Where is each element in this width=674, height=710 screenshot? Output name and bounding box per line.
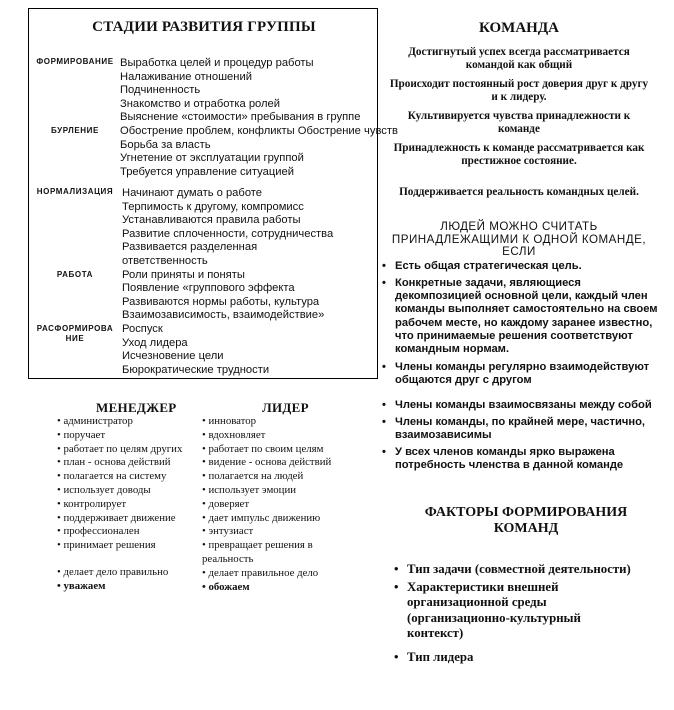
criteria-text: Есть общая стратегическая цель. <box>395 260 582 272</box>
leader-item: • превращает решения в реальность <box>202 539 313 565</box>
criteria-text: Члены команды взаимосвязаны между собой <box>395 399 652 411</box>
factor-text: Тип лидера <box>407 650 474 664</box>
leader-item: • инноватор <box>202 415 257 427</box>
factor-text: Характеристики внешней организационной среды (организационно-культурный контекст) <box>407 580 581 641</box>
stages-list-1 <box>120 57 398 179</box>
stage-line: Угнетение от эксплуатации группой <box>120 152 304 165</box>
team-paragraph: Достигнутый успех всегда рассматривается командой как общий <box>408 46 630 71</box>
criteria-item <box>382 399 658 412</box>
bullet-icon: • <box>382 277 386 289</box>
stage-line: Взаимозависимость, взаимодействие» <box>122 309 325 322</box>
criteria-item <box>382 416 658 442</box>
stages-list-2 <box>122 187 333 377</box>
stage-line: ответственность <box>122 254 208 267</box>
manager-item: • профессионален <box>57 525 140 538</box>
manager-title: МЕНЕДЖЕР <box>96 400 177 415</box>
manager-item: • использует доводы <box>57 483 151 496</box>
manager-item: • полагается на систему <box>57 470 167 483</box>
stage-line: Выработка целей и процедур работы <box>120 57 314 69</box>
criteria-text: У всех членов команды ярко выражена потребность членства в данной команде <box>395 446 624 472</box>
manager-item: • работает по целям других <box>57 442 183 455</box>
manager-item: • контролирует <box>57 497 127 510</box>
manager-list <box>57 415 182 594</box>
stage-line: Налаживание отношений <box>120 70 252 83</box>
stage-line: Уход лидера <box>122 336 188 349</box>
team-paragraph: Культивируется чувства принадлежности к команде <box>407 110 631 135</box>
bullet-icon: • <box>382 446 386 458</box>
team-title: КОМАНДА <box>479 20 559 36</box>
stage-label-storming: БУРЛЕНИЕ <box>51 126 99 135</box>
criteria-item <box>382 446 658 472</box>
stage-label-adjourning: РАСФОРМИРОВА НИЕ <box>36 324 114 343</box>
stage-line: Исчезновение цели <box>122 350 224 363</box>
factor-item <box>394 580 604 642</box>
team-paragraph: Поддерживается реальность командных целей. <box>399 186 639 198</box>
leader-item: • полагается на людей <box>202 470 304 483</box>
stage-line: Требуется управление ситуацией <box>120 165 294 178</box>
stage-line: Развивается разделенная <box>122 241 258 254</box>
bullet-icon: • <box>394 580 399 594</box>
manager-item: • план - основа действий <box>57 456 171 469</box>
stage-line: Роли приняты и поняты <box>122 268 245 281</box>
criteria-item <box>382 277 658 356</box>
criteria-text: Члены команды, по крайней мере, частично, взаимозависимы <box>395 416 646 442</box>
stage-line: Выяснение «стоимости» пребывания в группе <box>120 111 361 124</box>
factor-item <box>394 562 654 577</box>
leader-item: • работает по своим целям <box>202 442 324 455</box>
factor-item <box>394 650 654 665</box>
criteria-title: ЛЮДЕЙ МОЖНО СЧИТАТЬ ПРИНАДЛЕЖАЩИМИ К ОДНОЙ КОМАНДЕ, ЕСЛИ <box>391 220 647 259</box>
stage-line: Обострение проблем, конфликты Обострение чувств <box>120 124 398 137</box>
manager-item: • поручает <box>57 428 106 441</box>
leader-item: • дает импульс движению <box>202 511 321 524</box>
stage-line: Бюрократические трудности <box>122 363 270 376</box>
stage-line: Появление «группового эффекта <box>122 282 295 295</box>
stage-label-forming: ФОРМИРОВАНИЕ <box>36 57 114 66</box>
criteria-text: Члены команды регулярно взаимодействуют общаются друг с другом <box>395 361 650 387</box>
leader-item: • вдохновляет <box>202 428 266 441</box>
team-paragraph: Принадлежность к команде рассматривается как престижное состояние. <box>393 142 645 167</box>
leader-title: ЛИДЕР <box>262 400 309 415</box>
stage-line: Подчиненность <box>120 84 201 97</box>
criteria-item <box>382 361 658 387</box>
stage-label-performing: РАБОТА <box>56 270 94 279</box>
stage-label-norming: НОРМАЛИЗАЦИЯ <box>36 187 114 196</box>
criteria-text: Конкретные задачи, являющиеся декомпозицией основной цели, каждый член команды выполняет самостоятельно на своем рабочем месте, но каждому заранее известно, что принимаемые решения соответствуют командным нормам. <box>395 277 658 356</box>
manager-item: • делает дело правильно <box>57 565 169 578</box>
bullet-icon: • <box>382 361 386 373</box>
factors-title: ФАКТОРЫ ФОРМИРОВАНИЯ КОМАНД <box>424 505 628 536</box>
leader-item: • энтузиаст <box>202 525 254 538</box>
factor-text: Тип задачи (совместной деятельности) <box>407 562 631 576</box>
bullet-icon: • <box>382 416 386 428</box>
stage-line: Терпимость к другому, компромисс <box>122 200 304 213</box>
stage-line: Знакомство и отработка ролей <box>120 97 281 110</box>
stages-title: СТАДИИ РАЗВИТИЯ ГРУППЫ <box>92 19 316 35</box>
leader-item: • доверяет <box>202 497 250 510</box>
criteria-item <box>382 260 658 273</box>
stage-line: Борьба за власть <box>120 138 211 151</box>
manager-item: • принимает решения <box>57 539 156 552</box>
team-paragraph: Происходит постоянный рост доверия друг к другу и к лидеру. <box>389 78 649 103</box>
manager-item: • администратор <box>57 415 133 427</box>
manager-item: • уважаем <box>57 579 106 592</box>
bullet-icon: • <box>394 562 399 576</box>
leader-item: • видение - основа действий <box>202 456 332 469</box>
bullet-icon: • <box>382 399 386 411</box>
stages-box <box>28 8 398 379</box>
leader-item: • обожаем <box>202 580 250 593</box>
stage-line: Развитие сплоченности, сотрудничества <box>122 227 334 240</box>
stage-line: Роспуск <box>122 322 163 335</box>
bullet-icon: • <box>394 650 399 664</box>
leader-list <box>202 415 332 594</box>
stage-line: Развиваются нормы работы, культура <box>122 295 320 308</box>
stage-line: Устанавливаются правила работы <box>122 214 301 227</box>
bullet-icon: • <box>382 260 386 272</box>
stage-line: Начинают думать о работе <box>122 187 263 199</box>
manager-item: • поддерживает движение <box>57 511 176 524</box>
leader-item: • делает правильное дело <box>202 566 319 579</box>
leader-item: • использует эмоции <box>202 483 297 496</box>
